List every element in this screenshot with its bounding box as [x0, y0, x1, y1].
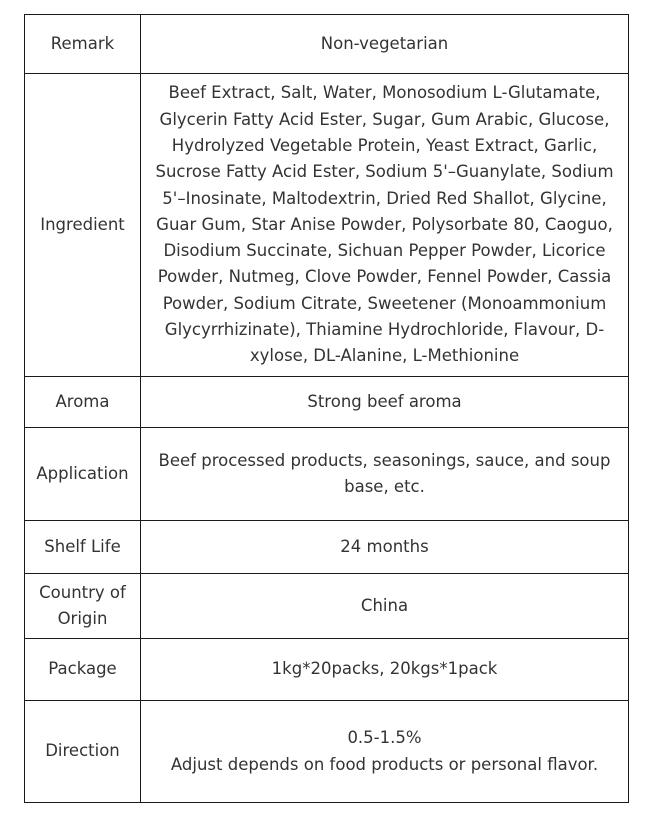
row-value — [141, 701, 629, 803]
row-label: Package — [25, 639, 141, 701]
row-label: Ingredient — [25, 74, 141, 377]
row-value: China — [141, 574, 629, 639]
table-row-remark — [25, 15, 629, 74]
row-value: 1kg*20packs, 20kgs*1pack — [141, 639, 629, 701]
row-label: Remark — [25, 15, 141, 74]
row-value: Non-vegetarian — [141, 15, 629, 74]
specification-table — [24, 14, 629, 803]
row-value: Beef processed products, seasonings, sauce, and soup base, etc. — [141, 428, 629, 521]
table-row-package — [25, 639, 629, 701]
table-row-aroma — [25, 377, 629, 428]
row-label: Aroma — [25, 377, 141, 428]
row-value: 24 months — [141, 521, 629, 574]
table-row-application — [25, 428, 629, 521]
table-row-shelf-life — [25, 521, 629, 574]
table-row-direction — [25, 701, 629, 803]
table-row-ingredient — [25, 74, 629, 377]
direction-note: Adjust depends on food products or personal flavor. — [170, 754, 599, 774]
row-label: Country of Origin — [25, 574, 141, 639]
row-label: Shelf Life — [25, 521, 141, 574]
row-value: Beef Extract, Salt, Water, Monosodium L-Glutamate, Glycerin Fatty Acid Ester, Sugar, Gum Arabic, Glucose, Hydrolyzed Vegetable Protein, Yeast Extract, Garlic, Sucrose Fatty Acid Ester, Sodium 5'–Guanylate, Sodium 5'–Inosinate, Maltodextrin, Dried Red Shallot, Glycine, Guar Gum, Star Anise Powder, Polysorbate 80, Caoguo, Disodium Succinate, Sichuan Pepper Powder, Licorice Powder, Nutmeg, Clove Powder, Fennel Powder, Cassia Powder, Sodium Citrate, Sweetener (Monoammonium Glycyrrhizinate), Thiamine Hydrochloride, Flavour, D-xylose, DL-Alanine, L-Methionine — [141, 74, 629, 377]
row-value: Strong beef aroma — [141, 377, 629, 428]
row-label: Direction — [25, 701, 141, 803]
direction-dosage: 0.5-1.5% — [347, 728, 422, 748]
row-label: Application — [25, 428, 141, 521]
table-row-country-of-origin — [25, 574, 629, 639]
